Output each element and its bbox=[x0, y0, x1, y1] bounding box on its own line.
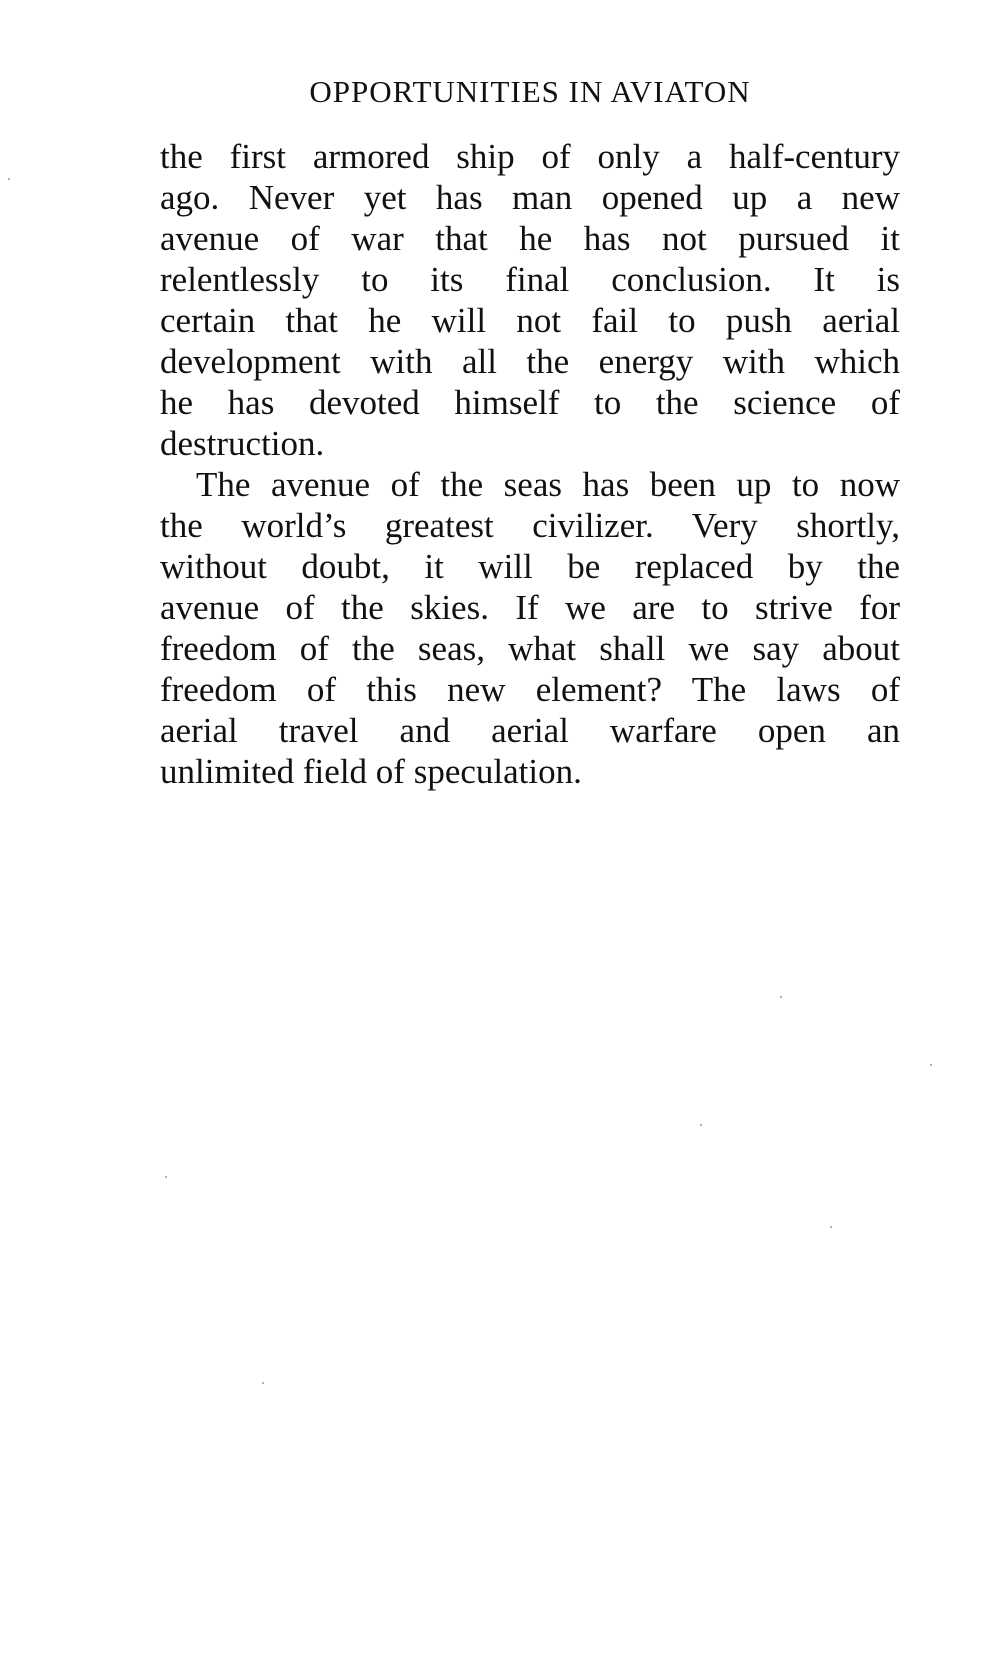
text-line: avenue of war that he has not pursued it bbox=[160, 219, 900, 258]
running-head: OPPORTUNITIES IN AVIATON bbox=[309, 74, 751, 109]
scan-speck bbox=[830, 1226, 832, 1228]
scan-speck bbox=[930, 1064, 932, 1066]
text-line: unlimited field of speculation. bbox=[160, 752, 582, 791]
text-line: freedom of the seas, what shall we say about bbox=[160, 629, 900, 668]
paragraph-2 bbox=[160, 464, 900, 792]
paragraph-1 bbox=[160, 136, 900, 464]
body-text bbox=[160, 136, 900, 792]
scan-speck bbox=[8, 178, 10, 180]
text-line: freedom of this new element? The laws of bbox=[160, 670, 900, 709]
text-line: he has devoted himself to the science of bbox=[160, 383, 900, 422]
text-line: without doubt, it will be replaced by the bbox=[160, 547, 900, 586]
text-line: the world’s greatest civilizer. Very shortly, bbox=[160, 506, 900, 545]
scan-speck bbox=[262, 1382, 264, 1384]
text-line: relentlessly to its final conclusion. It is bbox=[160, 260, 900, 299]
text-line: certain that he will not fail to push aerial bbox=[160, 301, 900, 340]
text-line: aerial travel and aerial warfare open an bbox=[160, 711, 900, 750]
text-line: destruction. bbox=[160, 424, 325, 463]
scan-speck bbox=[700, 1124, 702, 1126]
text-line: ago. Never yet has man opened up a new bbox=[160, 178, 900, 217]
scan-speck bbox=[780, 996, 782, 998]
text-line: the first armored ship of only a half-century bbox=[160, 137, 900, 176]
text-line: development with all the energy with which bbox=[160, 342, 900, 381]
scan-speck bbox=[165, 1176, 167, 1178]
text-line: The avenue of the seas has been up to now bbox=[196, 465, 900, 504]
text-line: avenue of the skies. If we are to strive for bbox=[160, 588, 900, 627]
